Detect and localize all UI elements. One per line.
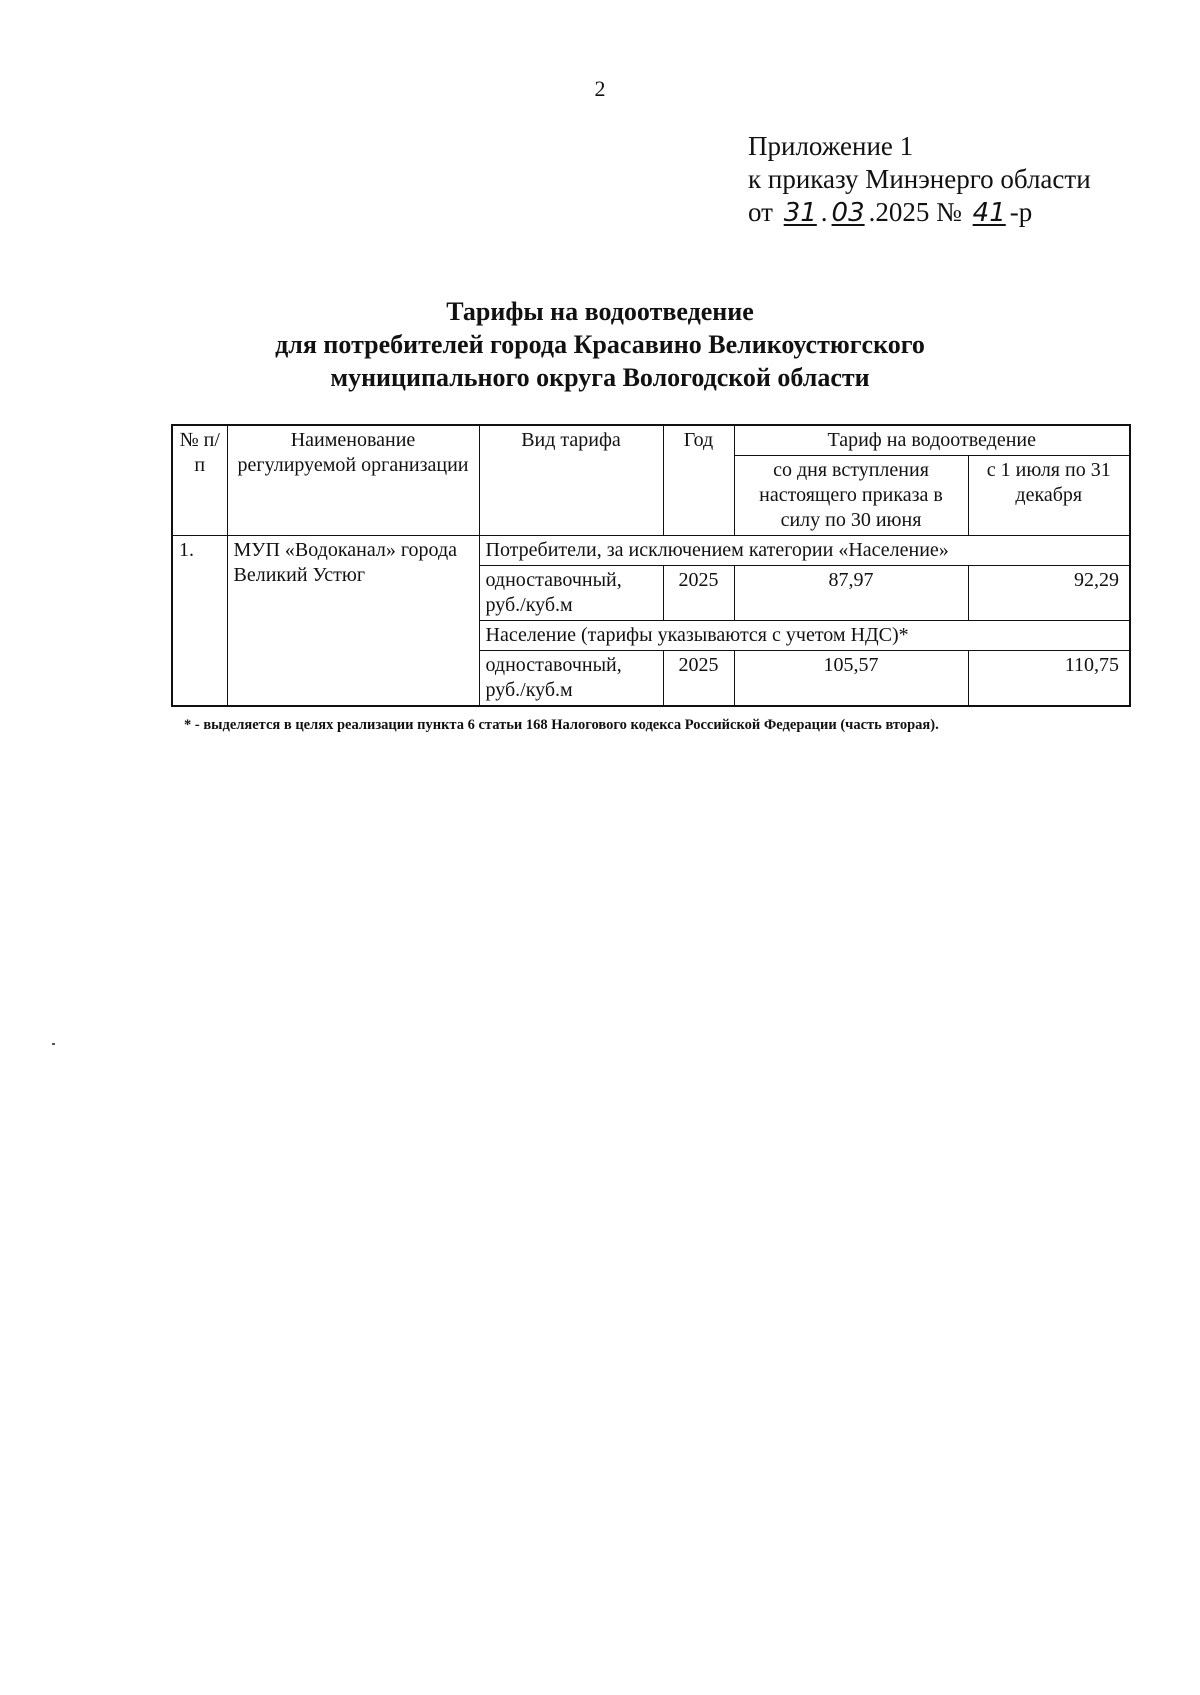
tariff-period-2-cell: 110,75: [968, 651, 1130, 707]
title-line-2: для потребителей города Красавино Великоустюгского: [275, 330, 925, 359]
appendix-line-3: от 31 . 03 .2025 № 41 -р: [748, 197, 1033, 228]
appendix-line-1: Приложение 1: [748, 131, 914, 161]
tariff-table: [171, 424, 1131, 707]
appendix-block: [748, 130, 1091, 230]
group-label-population: Население (тарифы указываются с учетом НДС)*: [479, 621, 1130, 651]
header-year: Год: [663, 425, 734, 536]
header-number: № п/п: [172, 425, 227, 536]
header-tariff-kind: Вид тарифа: [479, 425, 663, 536]
appendix-line-2: к приказу Минэнерго области: [748, 164, 1091, 194]
header-period-2: с 1 июля по 31 декабря: [968, 456, 1130, 536]
organization-name: МУП «Водоканал» города Великий Устюг: [227, 536, 479, 707]
row-number: 1.: [172, 536, 227, 707]
title-line-1: Тарифы на водоотведение: [446, 297, 754, 326]
tariff-period-1-cell: 105,57: [734, 651, 968, 707]
scan-speck: [52, 1043, 55, 1045]
order-year: .2025 №: [868, 197, 962, 227]
appendix-date-prefix: от: [748, 197, 773, 227]
year-cell: 2025: [663, 651, 734, 707]
header-tariff: Тариф на водоотведение: [734, 425, 1130, 456]
group-label-consumers: Потребители, за исключением категории «Население»: [479, 536, 1130, 566]
title-line-3: муниципального округа Вологодской области: [330, 363, 870, 392]
page-number: 2: [594, 76, 606, 101]
header-organization: Наименование регулируемой организации: [227, 425, 479, 536]
tariff-period-2-cell: 92,29: [968, 566, 1130, 621]
order-month: 03: [831, 198, 865, 228]
tariff-kind-cell: одноставочный, руб./куб.м: [479, 566, 663, 621]
order-day: 31: [783, 198, 817, 228]
document-title: [0, 295, 1200, 394]
tariff-kind-cell: одноставочный, руб./куб.м: [479, 651, 663, 707]
year-cell: 2025: [663, 566, 734, 621]
order-number: 41: [972, 198, 1006, 228]
header-period-1: со дня вступления настоящего приказа в силу по 30 июня: [734, 456, 968, 536]
footnote: * - выделяется в целях реализации пункта 6 статьи 168 Налогового кодекса Российской Федерации (часть вторая).: [184, 717, 939, 733]
tariff-period-1-cell: 87,97: [734, 566, 968, 621]
order-suffix: -р: [1009, 197, 1033, 227]
